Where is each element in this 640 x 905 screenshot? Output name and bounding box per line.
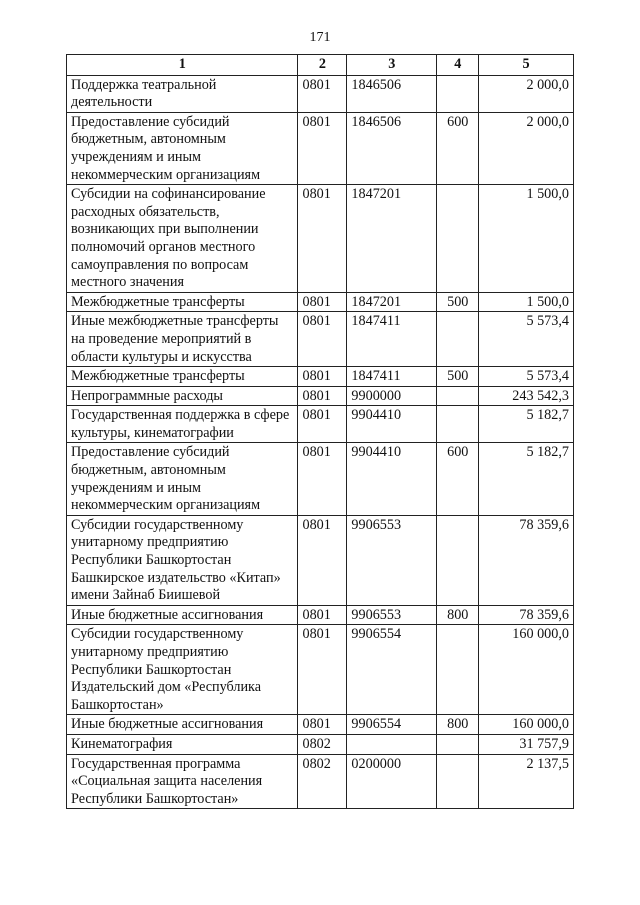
row-target-code: 1846506	[347, 112, 437, 184]
row-expense-type	[437, 754, 479, 809]
row-section-code: 0801	[298, 715, 347, 735]
row-amount: 243 542,3	[479, 386, 574, 406]
row-name: Поддержка театральной деятельности	[67, 75, 298, 112]
table-row	[67, 312, 574, 367]
column-header: 3	[347, 55, 437, 76]
row-section-code: 0801	[298, 75, 347, 112]
row-expense-type	[437, 625, 479, 715]
row-section-code: 0801	[298, 292, 347, 312]
row-name: Иные бюджетные ассигнования	[67, 715, 298, 735]
row-target-code: 1846506	[347, 75, 437, 112]
row-expense-type: 500	[437, 292, 479, 312]
table-body	[67, 75, 574, 809]
column-header: 5	[479, 55, 574, 76]
row-amount: 1 500,0	[479, 185, 574, 293]
table-row	[67, 406, 574, 443]
row-amount: 2 000,0	[479, 75, 574, 112]
row-target-code: 9906553	[347, 605, 437, 625]
row-name: Непрограммные расходы	[67, 386, 298, 406]
table-row	[67, 75, 574, 112]
row-amount: 5 182,7	[479, 443, 574, 515]
row-section-code: 0801	[298, 443, 347, 515]
row-section-code: 0801	[298, 406, 347, 443]
row-amount: 1 500,0	[479, 292, 574, 312]
row-expense-type	[437, 75, 479, 112]
table-row	[67, 734, 574, 754]
row-target-code: 1847411	[347, 367, 437, 387]
row-name: Субсидии государственному унитарному предприятию Республики Башкортостан Издательский дом «Республика Башкортостан»	[67, 625, 298, 715]
row-section-code: 0801	[298, 185, 347, 293]
row-amount: 5 573,4	[479, 367, 574, 387]
page-number: 171	[309, 30, 331, 45]
table-row	[67, 185, 574, 293]
row-amount: 160 000,0	[479, 625, 574, 715]
row-section-code: 0801	[298, 386, 347, 406]
row-name: Государственная поддержка в сфере культуры, кинематографии	[67, 406, 298, 443]
row-expense-type	[437, 386, 479, 406]
row-expense-type: 600	[437, 112, 479, 184]
row-target-code: 9906553	[347, 515, 437, 605]
row-target-code: 0200000	[347, 754, 437, 809]
table-row	[67, 443, 574, 515]
row-target-code: 9906554	[347, 715, 437, 735]
row-name: Государственная программа «Социальная защита населения Республики Башкортостан»	[67, 754, 298, 809]
row-target-code: 1847411	[347, 312, 437, 367]
row-name: Предоставление субсидий бюджетным, автономным учреждениям и иным некоммерческим организациям	[67, 112, 298, 184]
row-name: Предоставление субсидий бюджетным, автономным учреждениям и иным некоммерческим организациям	[67, 443, 298, 515]
row-section-code: 0802	[298, 734, 347, 754]
row-expense-type	[437, 185, 479, 293]
column-header: 4	[437, 55, 479, 76]
row-target-code: 1847201	[347, 185, 437, 293]
row-amount: 5 182,7	[479, 406, 574, 443]
column-header: 1	[67, 55, 298, 76]
row-amount: 78 359,6	[479, 605, 574, 625]
row-name: Субсидии государственному унитарному предприятию Республики Башкортостан Башкирское издательство «Китап» имени Зайнаб Биишевой	[67, 515, 298, 605]
row-section-code: 0802	[298, 754, 347, 809]
row-section-code: 0801	[298, 515, 347, 605]
row-expense-type: 500	[437, 367, 479, 387]
row-name: Кинематография	[67, 734, 298, 754]
column-header: 2	[298, 55, 347, 76]
row-section-code: 0801	[298, 312, 347, 367]
row-expense-type	[437, 406, 479, 443]
row-amount: 2 137,5	[479, 754, 574, 809]
row-expense-type	[437, 515, 479, 605]
row-target-code: 9906554	[347, 625, 437, 715]
row-expense-type	[437, 312, 479, 367]
table-row	[67, 386, 574, 406]
table-row	[67, 605, 574, 625]
table-row	[67, 112, 574, 184]
table-header-row	[67, 55, 574, 76]
row-amount: 78 359,6	[479, 515, 574, 605]
row-section-code: 0801	[298, 625, 347, 715]
row-name: Иные межбюджетные трансферты на проведение мероприятий в области культуры и искусства	[67, 312, 298, 367]
row-expense-type: 600	[437, 443, 479, 515]
row-amount: 31 757,9	[479, 734, 574, 754]
row-target-code	[347, 734, 437, 754]
table-row	[67, 515, 574, 605]
row-name: Иные бюджетные ассигнования	[67, 605, 298, 625]
row-name: Субсидии на софинансирование расходных обязательств, возникающих при выполнении полномочий органов местного самоуправления по вопросам местного значения	[67, 185, 298, 293]
row-name: Межбюджетные трансферты	[67, 292, 298, 312]
row-amount: 5 573,4	[479, 312, 574, 367]
row-target-code: 9900000	[347, 386, 437, 406]
table-row	[67, 715, 574, 735]
row-target-code: 1847201	[347, 292, 437, 312]
row-target-code: 9904410	[347, 406, 437, 443]
row-expense-type: 800	[437, 605, 479, 625]
table-row	[67, 754, 574, 809]
row-expense-type: 800	[437, 715, 479, 735]
row-expense-type	[437, 734, 479, 754]
row-amount: 2 000,0	[479, 112, 574, 184]
row-section-code: 0801	[298, 112, 347, 184]
table-row	[67, 367, 574, 387]
row-name: Межбюджетные трансферты	[67, 367, 298, 387]
row-section-code: 0801	[298, 367, 347, 387]
row-target-code: 9904410	[347, 443, 437, 515]
budget-table	[66, 54, 574, 809]
table-row	[67, 625, 574, 715]
row-section-code: 0801	[298, 605, 347, 625]
table-row	[67, 292, 574, 312]
row-amount: 160 000,0	[479, 715, 574, 735]
